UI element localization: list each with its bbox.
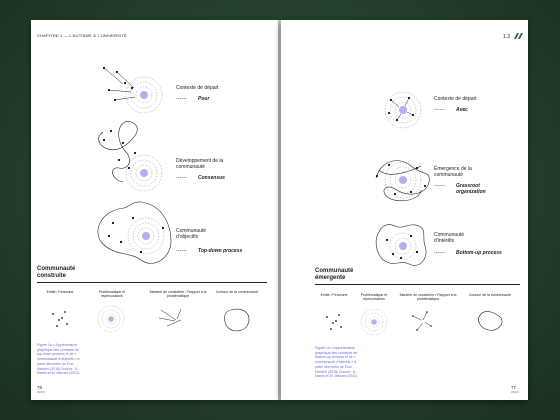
diagram-3-title: Communauté d'objectifs [176, 228, 207, 240]
diagram-2-keyword: Grassroot organization [456, 183, 486, 195]
diagram-3-title: Communauté d'intérêts [434, 232, 465, 244]
legend-label-entity: Entité / Personne [320, 293, 348, 297]
section-title: Communauté construite [37, 266, 76, 279]
section-title: Communauté émergente [315, 268, 354, 281]
diagram-2-title: Développement de la communauté [176, 158, 224, 170]
page-language: FR/EN [511, 391, 519, 394]
figure-caption: Figure 1b « Appréhension graphique des concepts de bottom-up process et de « communauté d'intérêts » à partir des écrits de Ezio Manzini (2015) Source : A. Martin et M. Ménard (2021) [315, 346, 358, 379]
running-header: CHAPITRE 1 — L'AUTISME À L'UNIVERSITÉ [37, 33, 127, 38]
legend-label-contour: Contour de la communauté [468, 293, 512, 297]
dashed-leader-line: ------ [434, 250, 446, 256]
legend-label-contour: Contour de la communauté [215, 290, 259, 294]
diagram-1-title: Contexte de départ [434, 96, 477, 102]
legend-label-entity: Entité / Personne [46, 290, 74, 294]
legend-label-relation: Manière de considérer / Rapport à la problématique [149, 290, 207, 299]
legend-label-problem: Problématique et répercussions [360, 293, 388, 302]
page-number: 77 [511, 385, 517, 390]
legend-graphics [281, 20, 528, 400]
diagram-2-title: Émergence de la communauté [434, 166, 472, 178]
page-language: FR/EN [37, 391, 45, 394]
chapter-number: 1.3 [503, 34, 510, 40]
left-page [31, 20, 278, 400]
diagram-3-keyword: Bottom-up process [456, 250, 502, 256]
dashed-leader-line: ------ [434, 107, 446, 113]
dashed-leader-line: ------ [434, 183, 446, 189]
diagram-3-keyword: Top-down process [198, 248, 243, 254]
dashed-leader-line: ------ [176, 248, 188, 254]
legend-label-relation: Manière de considérer / Rapport à la problématique [399, 293, 457, 302]
dashed-leader-line: ------ [176, 96, 188, 102]
diagram-1-title: Contexte de départ [176, 85, 219, 91]
diagram-1-keyword: Avec [456, 107, 468, 113]
right-page [281, 20, 528, 400]
dashed-leader-line: ------ [176, 175, 188, 181]
diagram-1-keyword: Pour [198, 96, 210, 102]
legend-label-problem: Problématique et répercussions [98, 290, 126, 299]
diagram-2-keyword: Consensus [198, 175, 225, 181]
page-number: 76 [37, 385, 43, 390]
figure-caption: Figure 1a « Appréhension graphique des concepts de top-down process et de « communauté d'objectifs » à partir des écrits de Ezio Manzini (2015) Source : A. Martin et M. Ménard (2021) [37, 343, 80, 376]
